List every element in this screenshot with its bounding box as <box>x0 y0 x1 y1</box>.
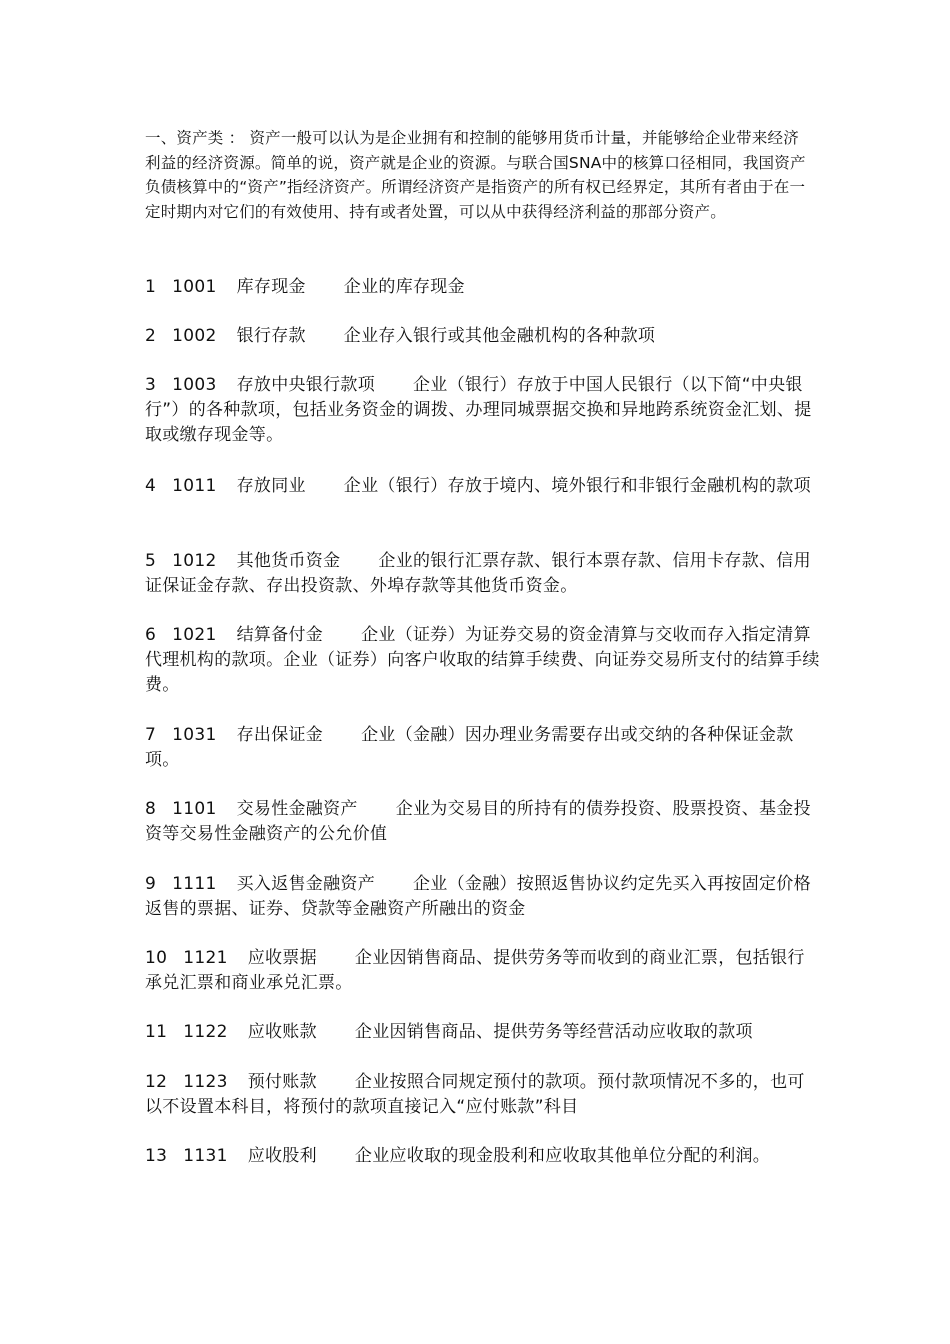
account-entry <box>145 275 820 300</box>
entry-description: 企业按照合同规定预付的款项。预付款项情况不多的，也可以不设置本科目，将预付的款项直接记入“应付账款”科目 <box>145 1072 805 1117</box>
account-entry <box>145 549 820 599</box>
entry-name: 库存现金 <box>236 277 306 297</box>
entry-number: 4 <box>145 476 157 496</box>
entry-code: 1011 <box>172 476 217 496</box>
entry-number: 10 <box>145 948 168 968</box>
entry-description: 企业（金融）因办理业务需要存出或交纳的各种保证金款项。 <box>145 725 794 770</box>
entry-description: 企业因销售商品、提供劳务等经营活动应收取的款项 <box>354 1022 753 1042</box>
account-entry <box>145 797 820 847</box>
entry-number: 6 <box>145 625 157 645</box>
entry-code: 1122 <box>183 1022 228 1042</box>
entry-number: 7 <box>145 725 157 745</box>
entry-description: 企业（金融）按照返售协议约定先买入再按固定价格返售的票据、证券、贷款等金融资产所融出的资金 <box>145 874 811 919</box>
account-entry <box>145 946 820 996</box>
account-entry <box>145 623 820 698</box>
account-entry <box>145 373 820 448</box>
entry-number: 12 <box>145 1072 168 1092</box>
entry-name: 存放同业 <box>236 476 306 496</box>
entry-name: 交易性金融资产 <box>236 799 358 819</box>
entry-name: 买入返售金融资产 <box>236 874 375 894</box>
entry-code: 1021 <box>172 625 217 645</box>
intro-paragraph: 一、资产类 ： 资产一般可以认为是企业拥有和控制的能够用货币计量，并能够给企业带来经济利益的经济资源。简单的说，资产就是企业的资源。与联合国SNA中的核算口径相同，我国资产负债核算中的“资产”指经济资产。所谓经济资产是指资产的所有权已经界定，其所有者由于在一定时期内对它们的有效使用、持有或者处置，可以从中获得经济利益的那部分资产。 <box>145 129 806 221</box>
entry-code: 1012 <box>172 551 217 571</box>
entry-name: 银行存款 <box>236 326 306 346</box>
entry-description: 企业存入银行或其他金融机构的各种款项 <box>343 326 656 346</box>
entry-code: 1001 <box>172 277 217 297</box>
entry-name: 应收票据 <box>247 948 317 968</box>
entry-description: 企业（银行）存放于中国人民银行（以下简“中央银行”）的各种款项，包括业务资金的调拨、办理同城票据交换和异地跨系统资金汇划、提取或缴存现金等。 <box>145 375 812 445</box>
entry-name: 其他货币资金 <box>236 551 341 571</box>
entry-number: 2 <box>145 326 157 346</box>
entry-number: 5 <box>145 551 157 571</box>
entry-code: 1131 <box>183 1146 228 1166</box>
account-entry <box>145 1144 820 1169</box>
entry-name: 应收账款 <box>247 1022 317 1042</box>
entry-name: 结算备付金 <box>236 625 324 645</box>
entry-code: 1101 <box>172 799 217 819</box>
entry-code: 1123 <box>183 1072 228 1092</box>
entry-description: 企业（证券）为证券交易的资金清算与交收而存入指定清算代理机构的款项。企业（证券）向客户收取的结算手续费、向证券交易所支付的结算手续费。 <box>145 625 820 695</box>
entry-number: 1 <box>145 277 157 297</box>
entry-number: 13 <box>145 1146 168 1166</box>
entry-number: 3 <box>145 375 157 395</box>
entry-name: 应收股利 <box>247 1146 317 1166</box>
account-entry <box>145 872 820 922</box>
entry-code: 1031 <box>172 725 217 745</box>
entry-number: 9 <box>145 874 157 894</box>
entry-code: 1111 <box>172 874 217 894</box>
entry-name: 预付账款 <box>247 1072 317 1092</box>
account-entry <box>145 1070 820 1120</box>
account-entry <box>145 324 820 349</box>
entry-description: 企业的库存现金 <box>343 277 465 297</box>
entry-description: 企业应收取的现金股利和应收取其他单位分配的利润。 <box>354 1146 771 1166</box>
entry-description: 企业因销售商品、提供劳务等而收到的商业汇票，包括银行承兑汇票和商业承兑汇票。 <box>145 948 805 993</box>
entry-description: 企业的银行汇票存款、银行本票存款、信用卡存款、信用证保证金存款、存出投资款、外埠存款等其他货币资金。 <box>145 551 811 596</box>
account-entry <box>145 474 820 499</box>
entry-code: 1003 <box>172 375 217 395</box>
entry-code: 1121 <box>183 948 228 968</box>
account-entry <box>145 1020 820 1045</box>
entry-number: 11 <box>145 1022 168 1042</box>
entry-description: 企业为交易目的所持有的债券投资、股票投资、基金投资等交易性金融资产的公允价值 <box>145 799 811 844</box>
entry-number: 8 <box>145 799 157 819</box>
account-entry <box>145 723 820 773</box>
entry-name: 存放中央银行款项 <box>236 375 375 395</box>
entry-code: 1002 <box>172 326 217 346</box>
entry-description: 企业（银行）存放于境内、境外银行和非银行金融机构的款项 <box>343 476 811 496</box>
entry-name: 存出保证金 <box>236 725 324 745</box>
